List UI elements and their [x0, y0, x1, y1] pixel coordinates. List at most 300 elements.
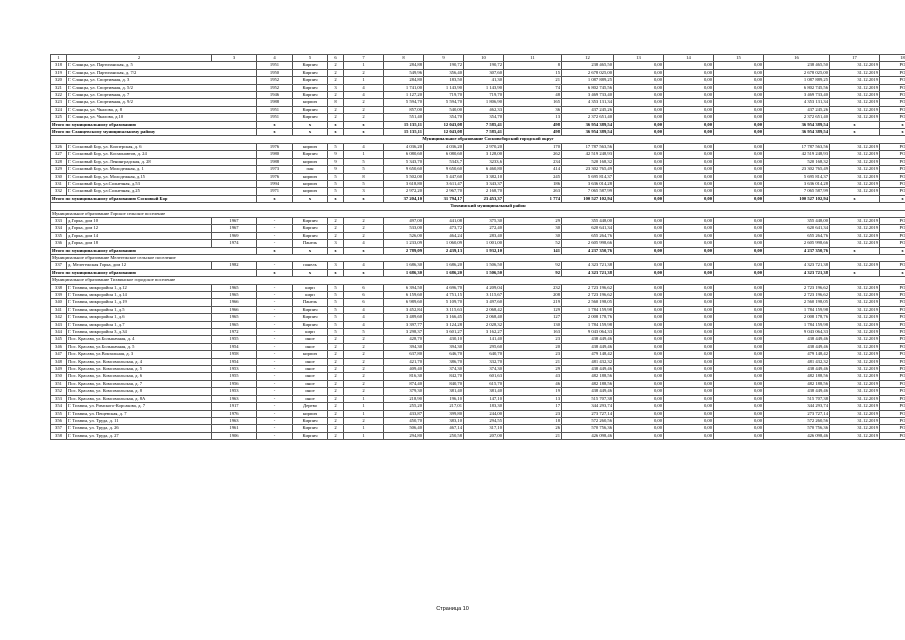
data-cell: 21: [504, 358, 562, 365]
total-cell: x: [328, 195, 344, 202]
data-cell: РО: [880, 92, 905, 99]
data-cell: 0,00: [714, 84, 764, 91]
data-cell: 17 787 563,56: [562, 143, 614, 150]
total-cell: 37 204,10: [384, 195, 424, 202]
address-cell: д. Мелегежская Горка, дом 12: [67, 262, 212, 269]
data-cell: 482 188,56: [764, 380, 830, 387]
data-cell: 5: [344, 158, 384, 165]
table-row: [51, 143, 905, 150]
data-cell: -: [257, 299, 293, 306]
data-cell: РО: [880, 225, 905, 232]
data-cell: 36: [504, 106, 562, 113]
table-row: [51, 432, 905, 439]
data-cell: 336: [51, 240, 67, 247]
data-cell: 0,00: [714, 321, 764, 328]
data-cell: РО: [880, 262, 905, 269]
total-cell: 15 135,11: [384, 129, 424, 136]
data-cell: 6: [344, 299, 384, 306]
total-cell: 2 439,13: [424, 247, 464, 254]
data-cell: 6 159,60: [384, 292, 424, 299]
data-cell: 0,00: [614, 366, 664, 373]
data-cell: 0,00: [714, 380, 764, 387]
data-cell: 31.12.2019: [830, 366, 880, 373]
data-cell: 421,70: [384, 358, 424, 365]
data-cell: РО: [880, 358, 905, 365]
data-cell: 4 036,20: [384, 143, 424, 150]
data-cell: 0,00: [714, 225, 764, 232]
data-cell: 438 449,46: [562, 388, 614, 395]
data-cell: 4: [344, 84, 384, 91]
data-cell: -: [257, 425, 293, 432]
data-cell: 2 008 178,76: [562, 314, 614, 321]
data-cell: 0,00: [664, 343, 714, 350]
data-cell: 332,70: [464, 358, 504, 365]
total-row: [51, 247, 905, 254]
data-cell: иное: [293, 366, 328, 373]
data-cell: 352: [51, 388, 67, 395]
data-cell: 31.12.2019: [830, 114, 880, 121]
data-cell: 1: [344, 425, 384, 432]
data-cell: 2: [344, 366, 384, 373]
data-cell: 31.12.2019: [830, 173, 880, 180]
data-cell: 874,40: [384, 380, 424, 387]
data-cell: 347: [51, 351, 67, 358]
data-cell: панель: [293, 262, 328, 269]
data-cell: 1961: [212, 425, 257, 432]
data-cell: РО: [880, 329, 905, 336]
section-heading-row: [51, 203, 905, 210]
data-cell: 0,00: [614, 232, 664, 239]
column-number: 5: [293, 55, 328, 62]
data-cell: РО: [880, 173, 905, 180]
data-cell: 129: [504, 306, 562, 313]
data-cell: 6 080,60: [424, 151, 464, 158]
data-cell: 357: [51, 425, 67, 432]
data-cell: 15: [504, 69, 562, 76]
data-cell: 7 065 587,99: [764, 188, 830, 195]
data-cell: 2 723 196,62: [562, 292, 614, 299]
data-cell: 0,00: [664, 166, 714, 173]
data-cell: 2 605 998,66: [764, 240, 830, 247]
data-cell: 0,00: [714, 166, 764, 173]
data-cell: 0,00: [614, 373, 664, 380]
total-label: Итого по муниципальному образованию Сосновый Бор: [51, 195, 257, 202]
data-cell: 2: [328, 336, 344, 343]
table-row: [51, 306, 905, 313]
data-cell: 31.12.2019: [830, 225, 880, 232]
data-cell: 1954: [212, 358, 257, 365]
data-cell: РО: [880, 417, 905, 424]
data-cell: 1 686,30: [384, 262, 424, 269]
data-cell: 323: [51, 99, 67, 106]
data-cell: 262: [504, 151, 562, 158]
data-cell: 238 465,50: [562, 62, 614, 69]
data-cell: 0,00: [664, 292, 714, 299]
data-cell: 1952: [257, 77, 293, 84]
total-cell: 4 323 721,38: [562, 269, 614, 276]
data-cell: 325: [51, 114, 67, 121]
total-cell: 2 789,09: [384, 247, 424, 254]
data-cell: 5: [328, 188, 344, 195]
data-cell: 21: [504, 77, 562, 84]
data-cell: 0,00: [714, 62, 764, 69]
data-cell: 0,00: [664, 425, 714, 432]
data-cell: 329: [51, 166, 67, 173]
data-cell: 8: [344, 173, 384, 180]
total-cell: 0,00: [614, 121, 664, 128]
total-label: Итого по муниципальному образованию: [51, 121, 257, 128]
total-cell: x: [830, 247, 880, 254]
data-cell: -: [257, 343, 293, 350]
data-cell: РО: [880, 158, 905, 165]
data-cell: 438 449,46: [562, 336, 614, 343]
column-number: 17: [830, 55, 880, 62]
data-cell: 31.12.2019: [830, 188, 880, 195]
data-cell: Кирпич: [293, 314, 328, 321]
total-cell: 100 527 102,94: [562, 195, 614, 202]
data-cell: 0,00: [664, 240, 714, 247]
data-cell: 0,00: [664, 106, 714, 113]
data-cell: 196,10: [424, 395, 464, 402]
data-cell: 0,00: [664, 173, 714, 180]
data-cell: иное: [293, 380, 328, 387]
address-cell: д.Горка, дом 14: [67, 232, 212, 239]
table-row: [51, 84, 905, 91]
data-cell: Кирпич: [293, 106, 328, 113]
data-cell: -: [257, 403, 293, 410]
data-cell: 4 353 131,34: [764, 99, 830, 106]
data-cell: 437 245,26: [764, 106, 830, 113]
data-cell: 0,00: [714, 262, 764, 269]
total-cell: 7 585,41: [464, 121, 504, 128]
data-cell: 438 449,46: [562, 366, 614, 373]
data-cell: 0,00: [714, 240, 764, 247]
address-cell: Пос. Красава, ул. Комсомольская, д. 8А: [67, 395, 212, 402]
data-cell: 1954: [212, 343, 257, 350]
data-cell: 479 148,42: [764, 351, 830, 358]
data-cell: 4: [344, 314, 384, 321]
total-cell: x: [344, 247, 384, 254]
data-cell: РО: [880, 373, 905, 380]
data-cell: 433,87: [384, 410, 424, 417]
data-cell: 414: [504, 166, 562, 173]
data-cell: 345: [51, 336, 67, 343]
data-cell: 1: [344, 62, 384, 69]
data-cell: 549,96: [384, 69, 424, 76]
data-cell: -: [257, 262, 293, 269]
data-cell: 272,40: [464, 225, 504, 232]
data-cell: 355: [51, 410, 67, 417]
data-cell: 5 695 814,37: [764, 173, 830, 180]
table-row: [51, 343, 905, 350]
address-cell: Г. Сланцы, ул. Партизанская, д. 7/2: [67, 69, 257, 76]
total-cell: x: [344, 269, 384, 276]
data-cell: 52: [504, 240, 562, 247]
data-cell: 526,00: [384, 232, 424, 239]
data-cell: 2 972,20: [384, 188, 424, 195]
data-cell: РО: [880, 180, 905, 187]
data-cell: 1 784 159,98: [562, 306, 614, 313]
total-cell: x: [293, 121, 328, 128]
data-cell: 0,00: [714, 343, 764, 350]
data-cell: 0,00: [664, 373, 714, 380]
data-cell: 344 293,74: [562, 403, 614, 410]
total-cell: 1 774: [504, 195, 562, 202]
data-cell: 6 802 745,56: [764, 84, 830, 91]
total-cell: 23 453,37: [464, 195, 504, 202]
data-cell: 208: [504, 292, 562, 299]
data-cell: 5: [328, 292, 344, 299]
data-cell: 31.12.2019: [830, 336, 880, 343]
data-cell: 0,00: [714, 388, 764, 395]
data-cell: 31.12.2019: [830, 417, 880, 424]
data-cell: 5 343,70: [384, 158, 424, 165]
data-cell: -: [257, 321, 293, 328]
data-cell: 0,00: [714, 410, 764, 417]
data-cell: 2: [328, 417, 344, 424]
data-cell: 0,00: [714, 403, 764, 410]
data-cell: 655 264,76: [764, 232, 830, 239]
total-cell: x: [880, 269, 905, 276]
data-cell: 0,00: [714, 114, 764, 121]
data-cell: 2: [328, 425, 344, 432]
data-cell: -: [257, 388, 293, 395]
data-cell: 46: [504, 380, 562, 387]
data-cell: 620 641,34: [764, 225, 830, 232]
data-cell: 0,00: [614, 92, 664, 99]
data-cell: 3 128,00: [464, 151, 504, 158]
address-cell: Г. Тихвин, микрорайон 1, д.6: [67, 314, 212, 321]
data-cell: 1976: [212, 410, 257, 417]
data-cell: 8: [328, 99, 344, 106]
data-cell: 92: [504, 262, 562, 269]
data-cell: Кирпич: [293, 92, 328, 99]
total-cell: 100 527 102,94: [764, 195, 830, 202]
total-cell: 498: [504, 121, 562, 128]
data-cell: 354: [51, 403, 67, 410]
address-cell: Г. Сланцы, ул. Чкалова, д. 8: [67, 106, 257, 113]
data-cell: 1971: [257, 188, 293, 195]
data-cell: РО: [880, 69, 905, 76]
data-cell: 0,00: [714, 180, 764, 187]
data-cell: 0,00: [614, 106, 664, 113]
data-cell: 0,00: [664, 69, 714, 76]
data-cell: 5: [328, 329, 344, 336]
data-cell: 437 245,26: [562, 106, 614, 113]
data-cell: 438 449,46: [562, 343, 614, 350]
column-number: 18: [880, 55, 905, 62]
data-cell: 1: [344, 403, 384, 410]
data-cell: 0,00: [664, 114, 714, 121]
data-cell: 23 302 765,49: [562, 166, 614, 173]
data-cell: 2: [344, 358, 384, 365]
data-cell: кирпич: [293, 410, 328, 417]
data-cell: 0,00: [664, 417, 714, 424]
data-cell: 42 519 248,93: [562, 151, 614, 158]
data-cell: 273 727,14: [764, 410, 830, 417]
page-number: Страница 10: [436, 606, 469, 612]
total-cell: x: [293, 269, 328, 276]
data-cell: 1 143,90: [464, 84, 504, 91]
column-number: 7: [344, 55, 384, 62]
data-cell: РО: [880, 388, 905, 395]
total-cell: 1 686,20: [424, 269, 464, 276]
data-cell: 0,00: [614, 143, 664, 150]
data-cell: Кирпич: [293, 321, 328, 328]
data-cell: 540,00: [424, 106, 464, 113]
total-cell: x: [293, 129, 328, 136]
data-cell: 2: [328, 343, 344, 350]
data-cell: 0,00: [714, 106, 764, 113]
data-cell: РО: [880, 351, 905, 358]
data-cell: 464,24: [424, 232, 464, 239]
data-cell: 0,00: [614, 395, 664, 402]
total-cell: x: [293, 195, 328, 202]
data-cell: 467,14: [424, 425, 464, 432]
data-cell: 572 260,56: [764, 417, 830, 424]
data-cell: 840,70: [424, 380, 464, 387]
data-cell: 147,10: [464, 395, 504, 402]
data-cell: 0,00: [664, 388, 714, 395]
data-cell: 374,30: [464, 366, 504, 373]
data-cell: 294,80: [384, 432, 424, 439]
table-row: [51, 106, 905, 113]
data-cell: 328: [51, 158, 67, 165]
data-cell: 533,00: [384, 225, 424, 232]
data-cell: 324: [51, 106, 67, 113]
data-cell: 338: [51, 284, 67, 291]
column-number: 10: [464, 55, 504, 62]
data-cell: 321: [51, 84, 67, 91]
data-cell: 0,00: [614, 77, 664, 84]
data-cell: 1: [344, 395, 384, 402]
data-cell: 620 641,34: [562, 225, 614, 232]
data-cell: Кирпич: [293, 306, 328, 313]
data-cell: 2: [328, 351, 344, 358]
data-cell: 284,80: [384, 77, 424, 84]
data-cell: 1951: [257, 114, 293, 121]
table-row: [51, 158, 905, 165]
data-cell: Кирпич: [293, 62, 328, 69]
address-cell: Г. Сосновый Бор, ул. Кооперская, д. 6: [67, 143, 257, 150]
address-cell: Г. Тихвин, ул. Труда, д. 26: [67, 425, 212, 432]
data-cell: 2: [344, 380, 384, 387]
data-cell: кирпич: [293, 158, 328, 165]
data-cell: 342: [51, 314, 67, 321]
data-cell: 190,72: [424, 62, 464, 69]
total-cell: 4 237 350,76: [764, 247, 830, 254]
data-cell: 506,40: [384, 425, 424, 432]
data-cell: 3 611,47: [424, 180, 464, 187]
data-cell: 1994: [257, 180, 293, 187]
table-row: [51, 225, 905, 232]
data-cell: 2: [344, 69, 384, 76]
data-cell: 0,00: [664, 262, 714, 269]
data-cell: 637,80: [384, 351, 424, 358]
data-cell: РО: [880, 151, 905, 158]
data-cell: 1958: [212, 351, 257, 358]
data-cell: 0,00: [714, 425, 764, 432]
data-cell: 9 043 064,33: [562, 329, 614, 336]
data-cell: РО: [880, 395, 905, 402]
total-cell: x: [880, 247, 905, 254]
data-cell: 354,70: [424, 114, 464, 121]
address-cell: Пос. Красава, ул. Комсомольская, д. 7: [67, 380, 212, 387]
address-cell: Пос. Красава, ул.Большачная, д. 4: [67, 336, 212, 343]
data-cell: 1969: [212, 232, 257, 239]
address-cell: Пос. Красава, ул. Комсомольская, д. 8: [67, 388, 212, 395]
data-cell: 326: [51, 143, 67, 150]
data-cell: 23 302 765,49: [764, 166, 830, 173]
data-cell: 0,00: [614, 425, 664, 432]
data-cell: 3 489,60: [384, 314, 424, 321]
total-cell: 0,00: [714, 129, 764, 136]
data-cell: 284,88: [384, 62, 424, 69]
data-cell: 4 323 721,38: [764, 262, 830, 269]
address-cell: Г. Сланцы, ул. Спортивная, д. 9/2: [67, 99, 257, 106]
data-cell: 30: [504, 225, 562, 232]
data-cell: 2: [328, 410, 344, 417]
data-cell: 0,00: [714, 373, 764, 380]
address-cell: Г. Тихвин, микрорайон 1, д.14: [67, 292, 212, 299]
data-cell: 1980: [257, 151, 293, 158]
data-cell: 0,00: [614, 217, 664, 224]
subsection-heading-row: [51, 277, 905, 284]
address-cell: Г. Сосновый Бор, ул.Солнечная, д.53: [67, 180, 257, 187]
data-cell: 481 432,32: [764, 358, 830, 365]
column-number: 11: [504, 55, 562, 62]
data-cell: кирп: [293, 284, 328, 291]
data-cell: 0,00: [614, 69, 664, 76]
total-cell: x: [880, 129, 905, 136]
total-cell: x: [344, 195, 384, 202]
data-cell: иное: [293, 358, 328, 365]
table-row: [51, 99, 905, 106]
total-cell: 1 686,30: [384, 269, 424, 276]
data-cell: 1952: [257, 84, 293, 91]
data-cell: 572 260,56: [562, 417, 614, 424]
data-cell: 1 784 159,98: [562, 321, 614, 328]
data-cell: 2 723 196,62: [562, 284, 614, 291]
data-cell: 354,70: [464, 114, 504, 121]
data-cell: 428,70: [384, 336, 424, 343]
data-cell: -: [257, 232, 293, 239]
table-row: [51, 284, 905, 291]
data-cell: 379,30: [384, 388, 424, 395]
column-number: 16: [764, 55, 830, 62]
data-cell: 31.12.2019: [830, 262, 880, 269]
subsection-heading: Муниципальное образование Тихвинское городское поселение: [51, 277, 905, 284]
data-cell: 23: [504, 410, 562, 417]
data-cell: 2 560 198,05: [764, 299, 830, 306]
data-cell: 1965: [212, 314, 257, 321]
data-cell: 41,30: [464, 77, 504, 84]
total-cell: x: [293, 247, 328, 254]
data-cell: 23: [504, 336, 562, 343]
data-cell: 1974: [212, 240, 257, 247]
data-cell: 358: [51, 432, 67, 439]
data-cell: 0,00: [664, 151, 714, 158]
data-cell: РО: [880, 410, 905, 417]
data-cell: 31.12.2019: [830, 84, 880, 91]
data-cell: 4: [344, 92, 384, 99]
table-row: [51, 180, 905, 187]
data-cell: 0,00: [664, 321, 714, 328]
data-cell: 322: [51, 92, 67, 99]
data-cell: 31.12.2019: [830, 99, 880, 106]
data-cell: 2 372 651,40: [764, 114, 830, 121]
data-cell: 5: [328, 306, 344, 313]
